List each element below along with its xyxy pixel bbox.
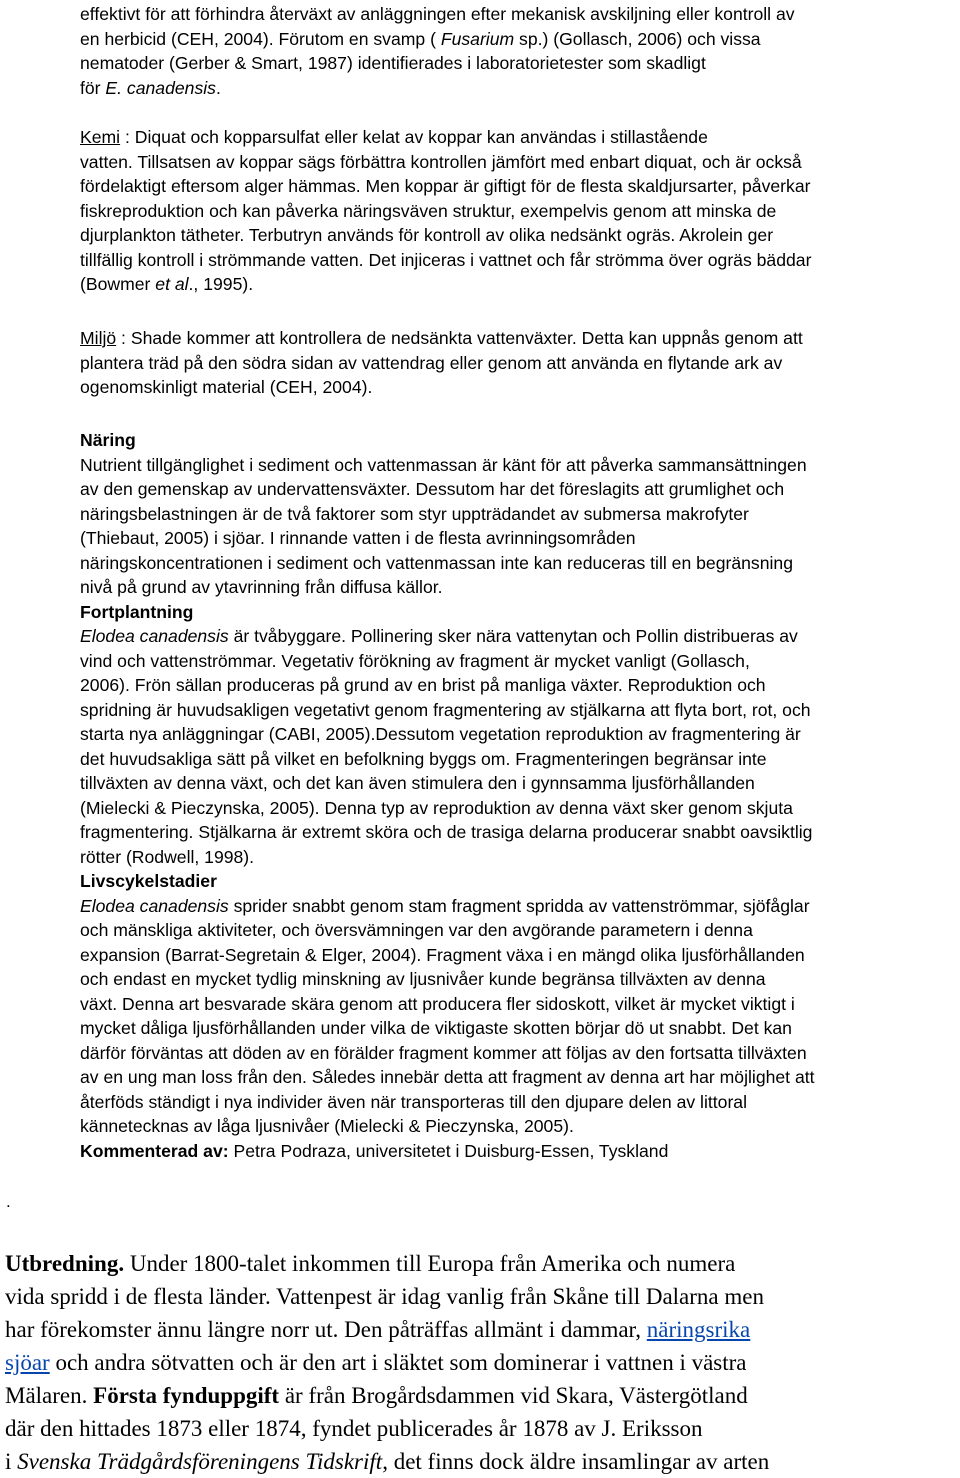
- text-line: : Shade kommer att kontrollera de nedsänkta vattenväxter. Detta kan uppnås genom att: [116, 328, 803, 348]
- text-line: (Mielecki & Pieczynska, 2005). Denna typ av reproduktion av denna växt sker genom skjuta: [80, 797, 793, 818]
- text-line: nematoder (Gerber & Smart, 1987) identifierades i laboratorietester som skadligt: [80, 53, 706, 73]
- text-line: expansion (Barrat-Segretain & Elger, 2004). Fragment växa i en mängd olika ljusförhållanden: [80, 944, 805, 965]
- text-line: djurplankton tätheter. Terbutryn används för kontroll av olika nedsänkt ogräs. Akrolein ger: [80, 225, 774, 245]
- text-line: Mälaren.: [5, 1383, 94, 1408]
- text-line: spridning är huvudsakligen vegetativt genom fragmentering av stjälkarna att flyta bort, rot, och: [80, 699, 811, 720]
- text-line: rötter (Rodwell, 1998).: [80, 846, 255, 867]
- naringsrika-link[interactable]: näringsrika: [646, 1317, 751, 1342]
- text-line: effektivt för att förhindra återväxt av anläggningen efter mekanisk avskiljning eller kontroll av: [80, 4, 795, 24]
- naring-heading: Näring: [80, 430, 136, 450]
- italic-text: et al: [155, 274, 189, 294]
- text-line: vatten. Tillsatsen av koppar sägs förbättra kontrollen jämfört med enbart diquat, och är också: [80, 151, 802, 172]
- text-line: växt. Denna art besvarade skära genom att producera fler sidoskott, vilket är mycket viktigt i: [80, 993, 795, 1014]
- text-line: det huvudsakliga sätt på vilket en befolkning byggs om. Fragmenteringen begränsar inte: [80, 748, 767, 769]
- text-line: och andra sötvatten och är den art i släktet som dominerar i vattnen i västra: [49, 1350, 747, 1375]
- italic-text: Fusarium: [440, 28, 515, 49]
- text-line: ogenomskinligt material (CEH, 2004).: [80, 377, 373, 397]
- text-line: för: [80, 77, 106, 98]
- text-line: tillfällig kontroll i strömmande vatten. Det injiceras i vattnet och får strömma över ogräs bäddar: [80, 249, 812, 270]
- text-line: där den hittades 1873 eller 1874, fyndet publicerades år 1878 av J. Eriksson: [5, 1416, 703, 1441]
- text-line: näringsbelastningen är de två faktorer som styr uppträdandet av submersa makrofyter: [80, 503, 749, 524]
- text-line: (Bowmer: [80, 274, 156, 294]
- forsta-fynduppgift-label: Första fynduppgift: [93, 1383, 280, 1408]
- text-line: fiskreproduktion och kan påverka näringsväven struktur, exempelvis genom att minska de: [80, 200, 777, 221]
- text-line: mycket dåliga ljusförhållanden under vilka de viktigaste skotten börjar dö ut snabbt. Det kan: [80, 1018, 792, 1038]
- text-line: näringskoncentrationen i sediment och vattenmassan inte kan reduceras till en begränsning: [80, 552, 793, 573]
- text-line: kännetecknas av låga ljusnivåer (Mielecki & Pieczynska, 2005).: [80, 1116, 574, 1136]
- text-line: fördelaktigt eftersom alger hämmas. Men koppar är giftigt för de flesta skaldjursarter, påverkar: [80, 176, 811, 196]
- text-line: är från Brogårdsdammen vid Skara, Västergötland: [279, 1383, 748, 1408]
- sjoar-link[interactable]: sjöar: [5, 1350, 50, 1375]
- text-line: vind och vattenströmmar. Vegetativ förökning av fragment är mycket vanligt (Gollasch,: [80, 650, 750, 671]
- utbredning-label: Utbredning.: [5, 1251, 125, 1276]
- kemi-label: Kemi: [80, 127, 121, 147]
- text-line: vida spridd i de flesta länder. Vattenpest är idag vanlig från Skåne till Dalarna men: [5, 1284, 764, 1309]
- commenter-text: Petra Podraza, universitetet i Duisburg-Essen, Tyskland: [228, 1140, 669, 1161]
- text-line: därför förväntas att döden av en förälder fragment kommer att följas av den fortsatta tillväxten: [80, 1042, 807, 1063]
- main-section: [80, 428, 952, 1163]
- text-line: .: [215, 77, 221, 98]
- text-line: (Thiebaut, 2005) i sjöar. I rinnande vatten i de flesta avrinningsområden: [80, 528, 636, 548]
- text-line: sp.) (Gollasch, 2006) och vissa: [514, 28, 761, 49]
- text-line: av en ung man loss från den. Således innebär detta att fragment av denna art har möjlighet att: [80, 1067, 815, 1087]
- text-line: en herbicid (CEH, 2004). Förutom en svamp (: [80, 28, 441, 49]
- journal-title: Svenska Trädgårdsföreningens Tidskrift: [17, 1449, 383, 1474]
- text-line: tillväxten av denna växt, och det kan även stimulera den i gynnsamma ljusförhållanden: [80, 773, 755, 793]
- text-line: av den gemenskap av undervattensväxter. Dessutom har det föreslagits att grumlighet och: [80, 479, 785, 499]
- species-name: Elodea canadensis: [80, 895, 229, 916]
- text-line: Under 1800-talet inkommen till Europa från Amerika och numera: [124, 1251, 736, 1276]
- text-line: sprider snabbt genom stam fragment spridda av vattenströmmar, sjöfåglar: [228, 895, 810, 916]
- text-line: Nutrient tillgänglighet i sediment och vattenmassan är känt för att påverka sammansättningen: [80, 454, 807, 475]
- kemi-paragraph: [80, 125, 952, 297]
- text-line: återföds ständigt i nya individer även när transporteras till den djupare delen av littoral: [80, 1091, 747, 1112]
- fortplantning-heading: Fortplantning: [80, 601, 194, 622]
- text-line: starta nya anläggningar (CABI, 2005).Dessutom vegetation reproduktion av fragmentering är: [80, 724, 801, 744]
- text-line: ., 1995).: [188, 274, 254, 294]
- text-line: 2006). Frön sällan produceras på grund av en brist på manliga växter. Reproduktion och: [80, 675, 766, 695]
- italic-text: E. canadensis: [105, 77, 216, 98]
- text-line: plantera träd på den södra sidan av vattendrag eller genom att använda en flytande ark av: [80, 352, 783, 373]
- text-line: i: [5, 1449, 18, 1474]
- miljo-label: Miljö: [80, 328, 117, 348]
- utbredning-paragraph: [5, 1247, 955, 1478]
- text-line: och mänskliga aktiviteter, och översvämningen var den avgörande parametern i denna: [80, 920, 753, 940]
- livscykel-heading: Livscykelstadier: [80, 871, 217, 891]
- text-line: och endast en mycket tydlig minskning av ljusnivåer kunde begränsa tillväxten av denna: [80, 969, 766, 989]
- text-line: fragmentering. Stjälkarna är extremt sköra och de trasiga delarna producerar snabbt oavsiktlig: [80, 822, 813, 842]
- separator-dot: .: [6, 1192, 11, 1211]
- text-line: , det finns dock äldre insamlingar av arten: [382, 1449, 770, 1474]
- intro-paragraph: [80, 2, 952, 100]
- species-name: Elodea canadensis: [80, 626, 229, 646]
- kommenterad-label: Kommenterad av:: [80, 1140, 229, 1161]
- text-line: har förekomster ännu längre norr ut. Den påträffas allmänt i dammar,: [5, 1317, 647, 1342]
- text-line: : Diquat och kopparsulfat eller kelat av koppar kan användas i stillastående: [120, 127, 708, 147]
- text-line: är tvåbyggare. Pollinering sker nära vattenytan och Pollin distribueras av: [228, 626, 798, 646]
- text-line: nivå på grund av ytavrinning från diffusa källor.: [80, 577, 443, 597]
- miljo-paragraph: [80, 326, 952, 400]
